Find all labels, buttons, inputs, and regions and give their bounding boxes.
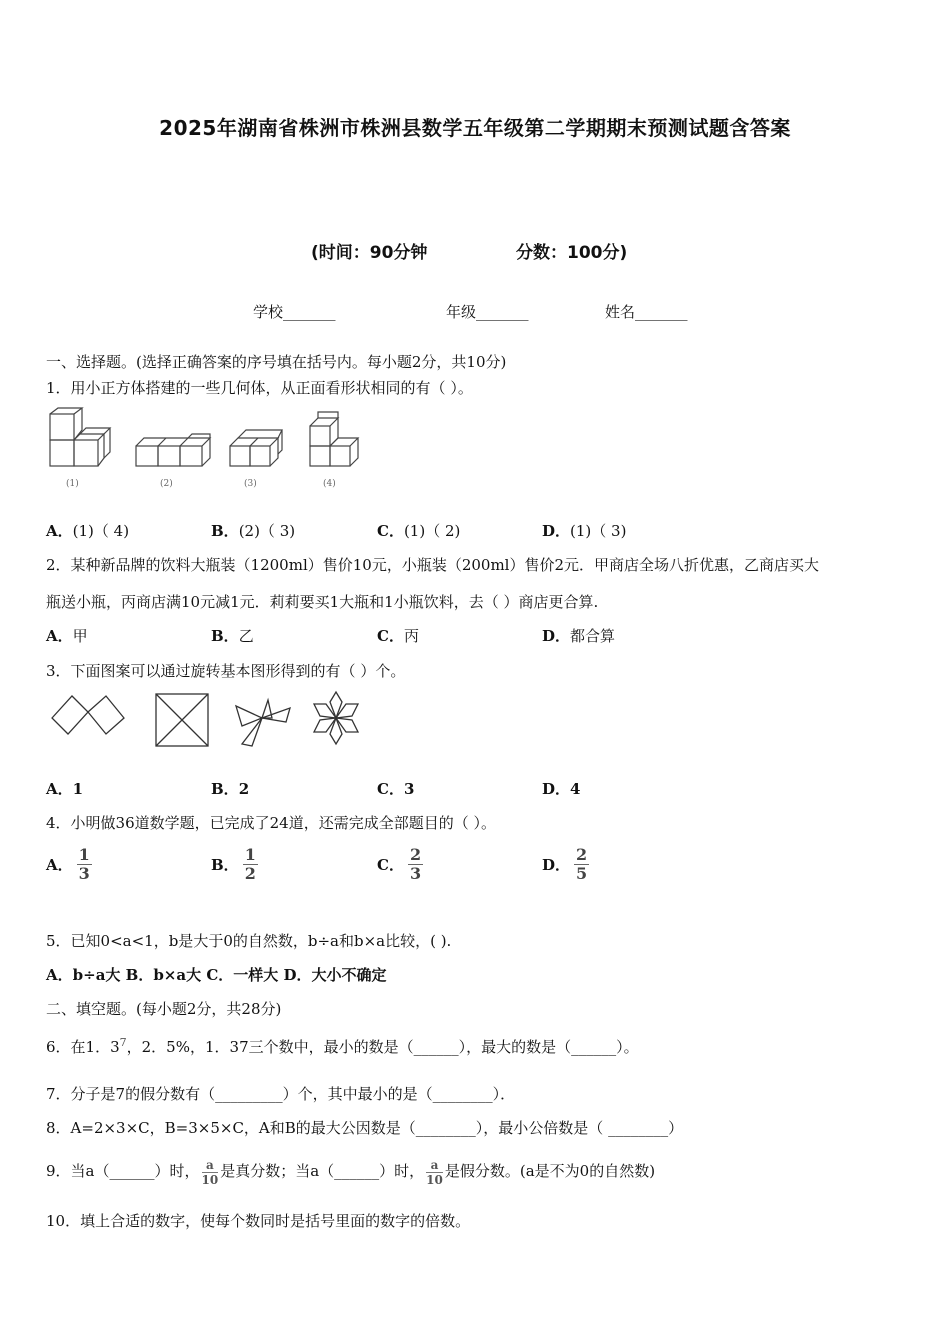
fig-label-3: (3) [244,479,257,489]
cube-figure-2 [136,434,210,466]
q1-option-c[interactable]: C．(1)（ 2) [377,522,461,540]
question-1: 1．用小正方体搭建的一些几何体，从正面看形状相同的有（ ）。 [46,379,473,397]
rotation-figure-2 [156,694,208,746]
fig-label-4: (4) [323,479,336,489]
q4-option-c[interactable]: C． $\frac{2}{3}$ [377,845,422,883]
question-2-line-2: 瓶送小瓶，丙商店满10元减1元．莉莉要买1大瓶和1小瓶饮料，去（ ）商店更合算. [46,593,599,611]
fraction: $\frac{2}{3}$ [409,845,422,883]
fraction: $\frac{1}{3}$ [78,845,90,883]
q2-option-d[interactable]: D．都合算 [542,627,616,645]
rotation-figure-4 [314,692,358,744]
q3-option-d[interactable]: D．4 [542,780,581,798]
fraction: $\frac{2}{5}$ [576,845,588,883]
fig-label-2: (2) [160,479,173,489]
q3-option-c[interactable]: C．3 [377,780,415,798]
name-field: 姓名_______ [605,303,688,321]
question-8: 8．A=2×3×C，B=3×5×C，A和B的最大公因数是（________），最小公倍数是（ ________） [46,1119,684,1137]
q2-option-b[interactable]: B．乙 [211,627,254,645]
q2-option-c[interactable]: C．丙 [377,627,419,645]
cube-figures [40,408,380,490]
q4-option-b[interactable]: B． $\frac{1}{2}$ [211,845,256,883]
question-2-line-1: 2．某种新品牌的饮料大瓶装（1200ml）售价10元，小瓶装（200ml）售价2元．甲商店全场八折优惠，乙商店买大 [46,556,820,574]
q3-option-a[interactable]: A．1 [46,780,84,798]
exam-time: (时间：90分钟 [311,243,428,263]
section-2-heading: 二、填空题。(每小题2分，共28分) [46,1000,282,1018]
rotation-figures [46,688,366,752]
question-10: 10．填上合适的数字，使每个数同时是括号里面的数字的倍数。 [46,1212,471,1230]
rotation-figure-1 [52,696,124,734]
question-3: 3．下面图案可以通过旋转基本图形得到的有（ ）个。 [46,662,406,680]
school-field: 学校_______ [253,303,336,321]
q4-option-a[interactable]: A． $\frac{1}{3}$ [46,845,90,883]
q1-option-d[interactable]: D．(1)（ 3) [542,522,627,540]
cube-figure-4 [310,412,358,466]
question-5: 5．已知0<a<1，b是大于0的自然数，b÷a和b×a比较，( ). [46,932,452,950]
section-1-heading: 一、选择题。(选择正确答案的序号填在括号内。每小题2分，共10分) [46,353,507,371]
exam-score: 分数：100分) [516,243,628,263]
q1-option-a[interactable]: A．(1)（ 4) [46,522,130,540]
cube-figure-3 [230,430,282,466]
q2-option-a[interactable]: A．甲 [46,627,88,645]
fig-label-1: (1) [66,479,79,489]
q1-option-b[interactable]: B．(2)（ 3) [211,522,296,540]
q4-option-d[interactable]: D． $\frac{2}{5}$ [542,845,588,883]
fraction: $\frac{a}{10}$ [201,1157,219,1187]
question-4: 4．小明做36道数学题，已完成了24道，还需完成全部题目的（ ）。 [46,814,496,832]
question-7: 7．分子是7的假分数有（_________）个，其中最小的是（________）． [46,1085,516,1103]
grade-field: 年级_______ [446,303,529,321]
q5-options[interactable]: A．b÷a大 B．b×a大 C．一样大 D．大小不确定 [46,966,387,984]
page-title: 2025年湖南省株洲市株洲县数学五年级第二学期期末预测试题含答案 [159,116,791,140]
cube-figure-1 [50,408,110,466]
q3-option-b[interactable]: B．2 [211,780,250,798]
fraction: $\frac{a}{10}$ [426,1157,443,1187]
fraction: $\frac{1}{2}$ [244,845,256,883]
rotation-figure-3 [236,700,290,746]
question-9: 9．当a（______）时， $\frac{a}{10}$ 是真分数；当a（______）时， $\frac{a}{10}$ 是假分数。(a是不为0的自然数) [46,1157,656,1187]
question-6: 6．在1．$3^7$，2．5%，1．37三个数中，最小的数是（______），最大的数是（______）。 [46,1036,639,1056]
